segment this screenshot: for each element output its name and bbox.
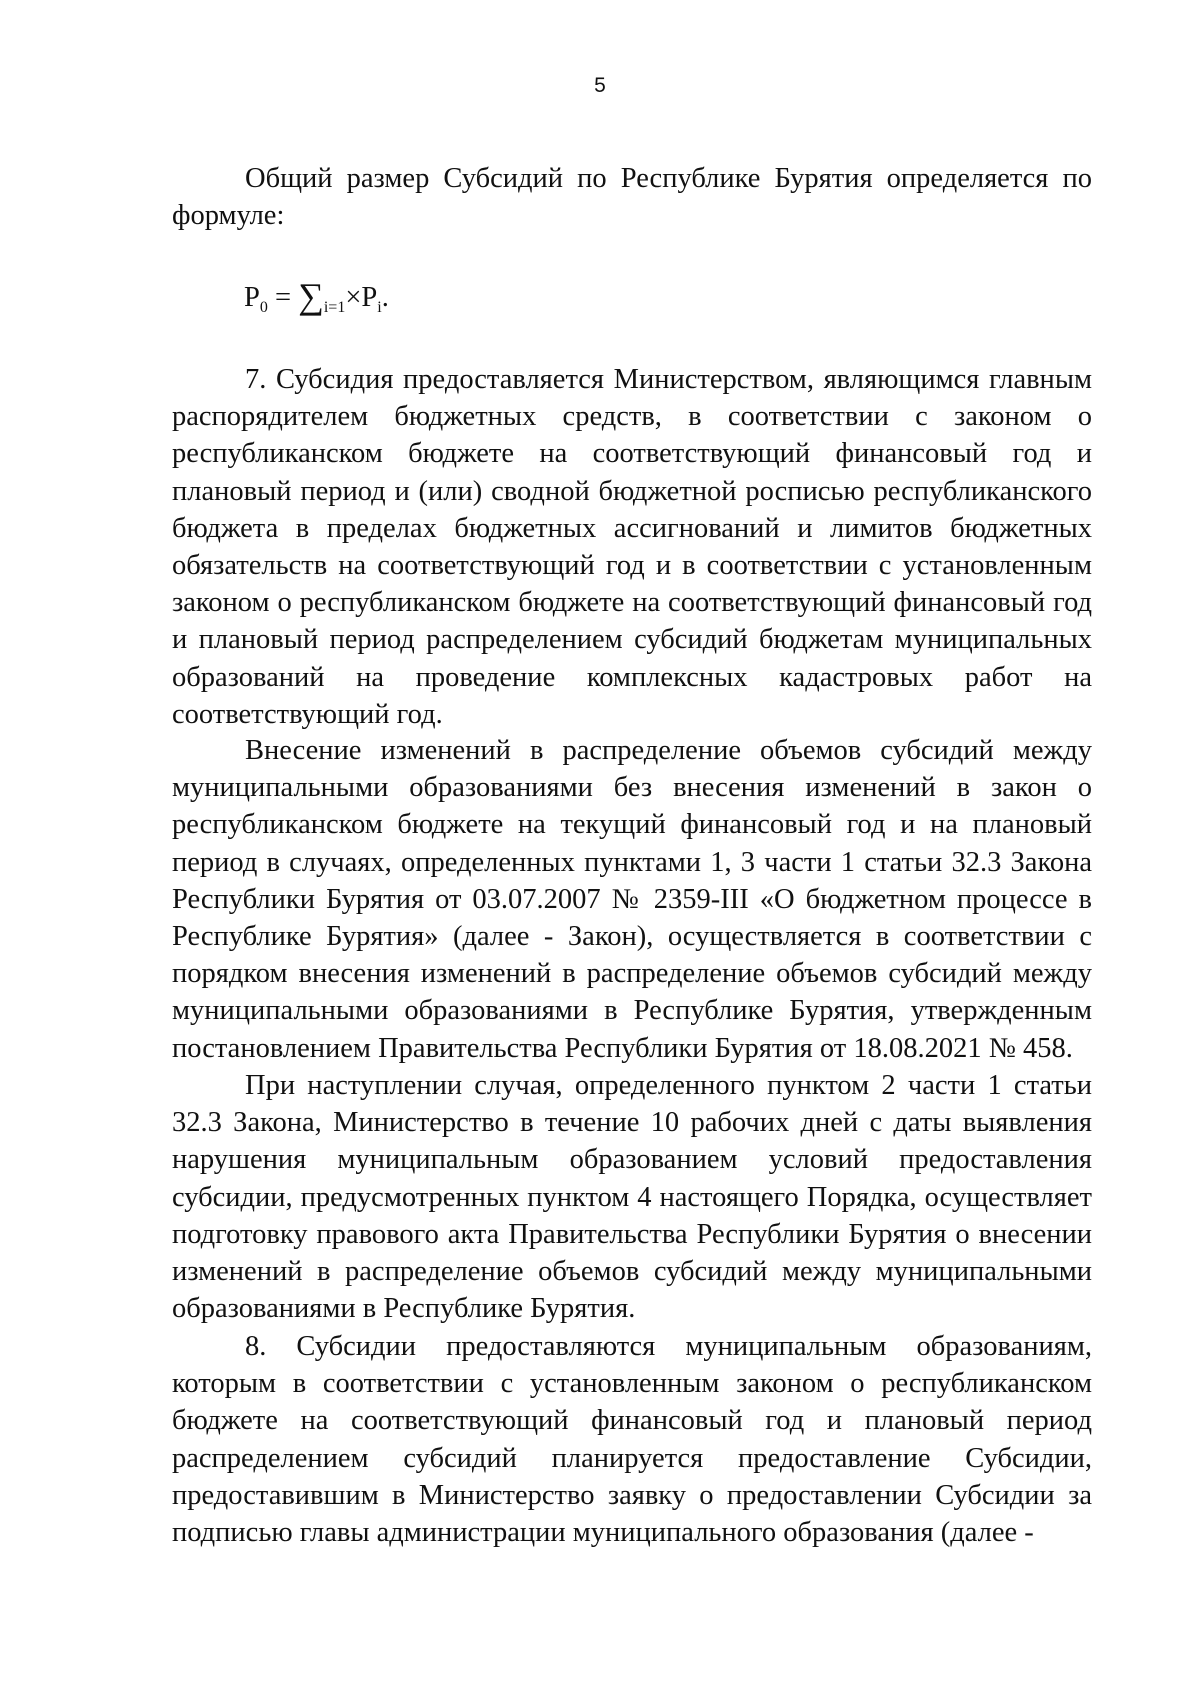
formula-equals: = bbox=[274, 282, 292, 313]
formula-sum-subscript: i=1 bbox=[323, 299, 346, 316]
paragraph-7: 7. Субсидия предоставляется Министерством, являющимся главным распорядителем бюджетных средств, в соответствии с законом о республиканском бюджете на соответствующий финансовый год и плановый период и (или) сводной бюджетной росписью республиканского бюджета в пределах бюджетных ассигнований и лимитов бюджетных обязательств на соответствующий год и в соответствии с установленным законом о республиканском бюджете на соответствующий финансовый год и плановый период распределением субсидий бюджетам муниципальных образований на проведение комплексных кадастровых работ на соответствующий год. bbox=[172, 364, 1092, 730]
section-7 bbox=[172, 361, 1092, 733]
formula-sum-sign: ∑ bbox=[298, 276, 324, 316]
intro-block bbox=[172, 160, 1092, 235]
formula bbox=[244, 276, 389, 328]
formula-rhs-subscript: i bbox=[377, 299, 382, 316]
paragraph-changes: Внесение изменений в распределение объемов субсидий между муниципальными образованиями без внесения изменений в закон о республиканском бюджете на текущий финансовый год и на плановый период в случаях, определенных пунктами 1, 3 части 1 статьи 32.3 Закона Республики Бурятия от 03.07.2007 № 2359-III «О бюджетном процессе в Республике Бурятия» (далее - Закон), осуществляется в соответствии с порядком внесения изменений в распределение объемов субсидий между муниципальными образованиями в Республике Бурятия, утвержденным постановлением Правительства Республики Бурятия от 18.08.2021 № 458. bbox=[172, 735, 1092, 1064]
formula-times: × bbox=[345, 282, 362, 313]
paragraph-occurrence: При наступлении случая, определенного пунктом 2 части 1 статьи 32.3 Закона, Министерство в течение 10 рабочих дней с даты выявления нарушения муниципальным образованием условий предоставления субсидии, предусмотренных пунктом 4 настоящего Порядка, осуществляет подготовку правового акта Правительства Республики Бурятия о внесении изменений в распределение объемов субсидий между муниципальными образованиями в Республике Бурятия. bbox=[172, 1070, 1092, 1325]
formula-lhs-subscript: 0 bbox=[259, 299, 268, 316]
formula-end: . bbox=[381, 282, 389, 313]
formula-lhs: P bbox=[244, 282, 260, 313]
intro-paragraph: Общий размер Субсидий по Республике Бурятия определяется по формуле: bbox=[172, 163, 1092, 232]
section-occurrence bbox=[172, 1067, 1092, 1327]
page-number: 5 bbox=[594, 74, 606, 97]
section-changes bbox=[172, 732, 1092, 1067]
section-8 bbox=[172, 1328, 1092, 1551]
paragraph-8: 8. Субсидии предоставляются муниципальным образованиям, которым в соответствии с установленным законом о республиканском бюджете на соответствующий финансовый год и плановый период распределением субсидий планируется предоставление Субсидии, предоставившим в Министерство заявку о предоставлении Субсидии за подписью главы администрации муниципального образования (далее - bbox=[172, 1331, 1092, 1549]
formula-rhs: P bbox=[361, 282, 378, 313]
